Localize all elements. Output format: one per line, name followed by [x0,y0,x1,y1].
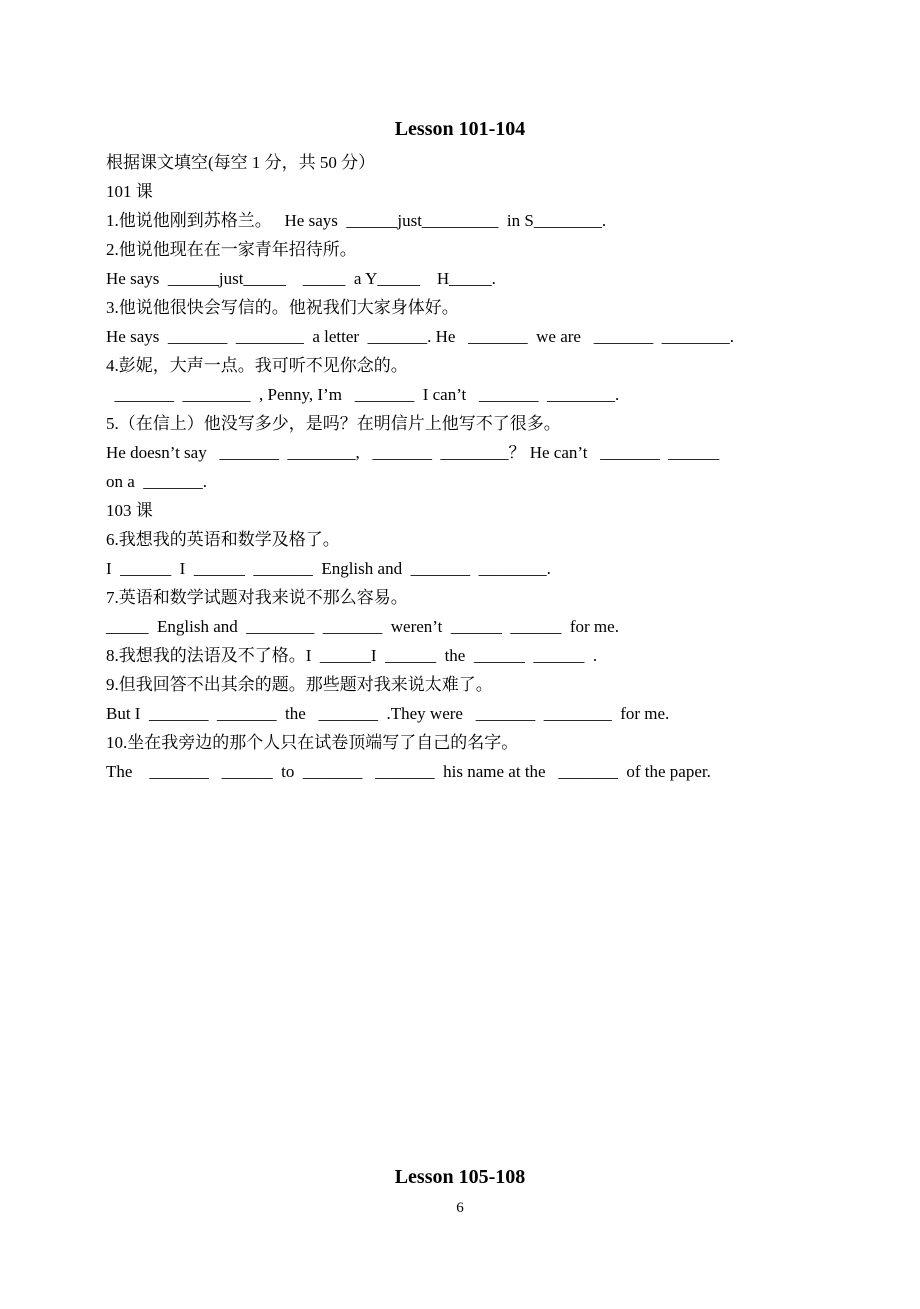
exercise-line: 1.他说他刚到苏格兰。 He says ______just_________ in S________. [106,211,607,230]
exercise-line: 3.他说他很快会写信的。他祝我们大家身体好。 [106,298,459,317]
exercise-line: He doesn’t say _______ ________, _______ ________？ He can’t _______ ______ [106,443,720,462]
lesson-label: 101 课 [106,182,153,201]
exercise-line: The _______ ______ to _______ _______ his name at the _______ of the paper. [106,762,711,781]
instructions: 根据课文填空(每空 1 分，共 50 分） [106,153,376,172]
exercise-line: 8.我想我的法语及不了格。I ______I ______ the ______ ______ . [106,646,598,665]
exercise-line: He says _______ ________ a letter _______. He _______ we are _______ ________. [106,327,734,346]
exercise-line: on a _______. [106,472,208,491]
exercise-line: I ______ I ______ _______ English and _______ ________. [106,559,551,578]
page-number: 6 [456,1200,464,1216]
section-title: Lesson 101-104 [394,118,526,140]
exercise-line: He says ______just_____ _____ a Y_____ H_____. [106,269,496,288]
exercise-line: _____ English and ________ _______ weren’t ______ ______ for me. [106,617,619,636]
exercise-line: _______ ________ , Penny, I’m _______ I can’t _______ ________. [106,385,620,404]
exercise-line: 2.他说他现在在一家青年招待所。 [106,240,357,259]
exercise-line: 6.我想我的英语和数学及格了。 [106,530,340,549]
exercise-line: 9.但我回答不出其余的题。那些题对我来说太难了。 [106,675,493,694]
next-section-title: Lesson 105-108 [394,1166,526,1188]
lesson-label: 103 课 [106,501,153,520]
exercise-line: 10.坐在我旁边的那个人只在试卷顶端写了自己的名字。 [106,733,519,752]
exercise-line: 7.英语和数学试题对我来说不那么容易。 [106,588,408,607]
exercise-line: But I _______ _______ the _______ .They were _______ ________ for me. [106,704,670,723]
exercise-line: 5.（在信上）他没写多少，是吗？在明信片上他写不了很多。 [106,414,561,433]
exercise-line: 4.彭妮，大声一点。我可听不见你念的。 [106,356,408,375]
